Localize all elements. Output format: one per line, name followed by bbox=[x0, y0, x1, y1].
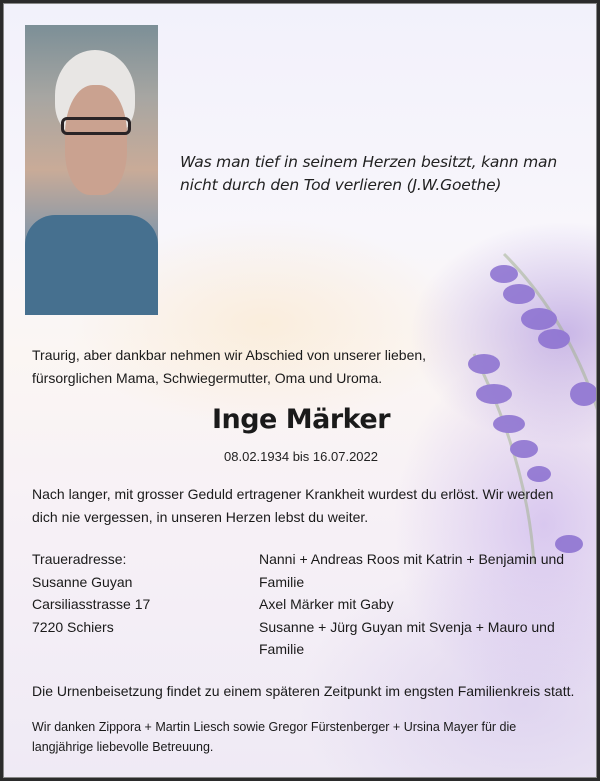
life-dates: 08.02.1934 bis 16.07.2022 bbox=[224, 449, 378, 464]
quote-line-2: nicht durch den Tod verlieren (J.W.Goethe) bbox=[180, 176, 502, 194]
photo-shirt bbox=[25, 215, 158, 315]
family-line: Susanne + Jürg Guyan mit Svenja + Mauro und bbox=[259, 618, 555, 635]
family-line: Nanni + Andreas Roos mit Katrin + Benjamin und bbox=[259, 551, 565, 567]
intro-line-1: Traurig, aber dankbar nehmen wir Abschied von unserer lieben, bbox=[32, 347, 427, 363]
family-line: Familie bbox=[259, 641, 305, 657]
burial-notice: Die Urnenbeisetzung findet zu einem späteren Zeitpunkt im engsten Familienkreis statt. bbox=[32, 683, 575, 699]
family-line: Axel Märker mit Gaby bbox=[259, 596, 394, 612]
address-city: 7220 Schiers bbox=[32, 618, 114, 635]
intro-text bbox=[32, 344, 452, 389]
farewell-note bbox=[32, 483, 572, 528]
address-street: Carsiliasstrasse 17 bbox=[32, 596, 151, 612]
address-label: Traueradresse: bbox=[32, 551, 127, 567]
note-line-2: dich nie vergessen, in unseren Herzen lebst du weiter. bbox=[32, 508, 369, 525]
note-line-1: Nach langer, mit grosser Geduld ertragener Krankheit wurdest du erlöst. Wir werden bbox=[32, 486, 554, 502]
mourning-address bbox=[32, 548, 232, 638]
family-list bbox=[259, 548, 589, 661]
portrait-photo bbox=[25, 25, 158, 315]
goethe-quote bbox=[180, 151, 580, 197]
intro-line-2: fürsorglichen Mama, Schwiegermutter, Oma und Uroma. bbox=[32, 369, 383, 386]
quote-line-1: Was man tief in seinem Herzen besitzt, kann man bbox=[180, 153, 557, 171]
thanks-note bbox=[32, 717, 552, 757]
photo-face bbox=[65, 85, 127, 195]
deceased-name: Inge Märker bbox=[211, 404, 391, 435]
thanks-line-1: Wir danken Zippora + Martin Liesch sowie Gregor Fürstenberger + Ursina Mayer für die bbox=[32, 720, 517, 734]
photo-glasses bbox=[61, 117, 131, 135]
thanks-line-2: langjährige liebevolle Betreuung. bbox=[32, 740, 214, 754]
family-line: Familie bbox=[259, 573, 305, 590]
obituary-card bbox=[3, 3, 597, 778]
address-name: Susanne Guyan bbox=[32, 573, 133, 590]
